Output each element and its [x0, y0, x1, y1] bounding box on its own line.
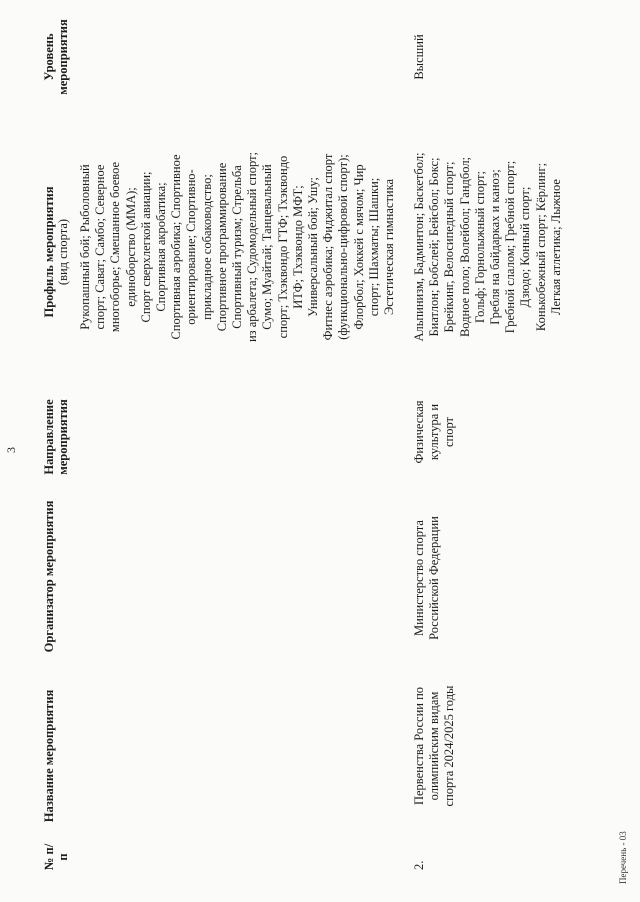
continued-profile-line: Спортивное программирование	[214, 162, 229, 332]
continued-profile-line: Спорт сверхлегкой авиации;	[138, 171, 153, 323]
row2-event-name: Первенства России по олимпийским видам спорта 2024/2025 годы	[412, 685, 457, 807]
continued-profile-line: (функционально-цифровой спорт);	[336, 154, 351, 340]
row2-organizer: Министерство спорта Российской Федерации	[412, 516, 442, 640]
continued-profile-line: спорт; Сават; Самбо; Северное	[93, 164, 108, 330]
header-level: Уровень мероприятия	[42, 19, 70, 95]
row2-direction: Физическая культура и спорт	[412, 400, 457, 464]
continued-profile-line: Рукопашный бой; Рыболовный	[78, 164, 92, 330]
header-num: № п/п	[42, 843, 70, 871]
row2-profile-line: Конькобежный спорт; Кёрлинг;	[533, 162, 548, 332]
row2-level: Высший	[412, 34, 426, 80]
continued-profile-line: единоборство (ММА);	[123, 187, 138, 307]
continued-profile-line: ИТФ; Тхэквондо МФТ;	[290, 185, 305, 309]
continued-profile-line: Спортивная акробатика;	[154, 182, 169, 312]
row2-profile-line: Биатлон; Бобслей; Бейсбол; Бокс;	[427, 157, 442, 337]
row2-profile-line: Легкая атлетика; Лыжное	[548, 179, 563, 315]
header-profile-title: Профиль мероприятия	[42, 186, 56, 318]
continued-profile-line: Флорбол; Хоккей с мячом; Чир	[351, 164, 366, 330]
continued-profile-line: спорт; Шахматы; Шашки;	[366, 177, 381, 317]
header-organizer: Организатор мероприятия	[42, 500, 56, 653]
row2-profile-line: Гребля на байдарках и каноэ;	[488, 169, 503, 325]
continued-profile-cell	[78, 112, 397, 382]
continued-profile-line: Эстетическая гимнастика	[382, 178, 397, 316]
continued-profile-line: из арбалета; Судомодельный спорт;	[245, 151, 260, 343]
row2-profile-line: Гольф; Горнолыжный спорт;	[472, 171, 487, 323]
continued-profile-line: Сумо; Муайтай; Танцевальный	[260, 164, 275, 330]
header-name: Название мероприятия	[42, 689, 56, 823]
continued-profile-line: ориентирование; Спортивно-	[184, 169, 199, 325]
continued-profile-line: Универсальный бой; Ушу;	[306, 177, 321, 317]
header-direction: Направление мероприятия	[42, 399, 70, 475]
row2-profile-line: Дзюдо; Конный спорт;	[518, 186, 533, 308]
row2-profile-line: Водное поло; Волейбол; Гандбол;	[457, 156, 472, 338]
continued-profile-line: прикладное собаководство;	[199, 174, 214, 320]
header-profile-subtitle: (вид спорта)	[56, 218, 70, 286]
continued-profile-line: Спортивная аэробика; Спортивное	[169, 154, 184, 340]
continued-profile-line: Спортивный туризм; Стрельба	[230, 165, 245, 329]
row2-profile-line: Гребной слалом; Гребной спорт;	[503, 160, 518, 334]
footer-label: Перечень - 03	[618, 831, 628, 884]
continued-profile-line: спорт; Тхэквондо ГТФ; Тхэквондо	[275, 155, 290, 339]
page-number: 3	[4, 447, 18, 453]
continued-profile-line: многоборье; Смешанное боевое	[108, 161, 123, 333]
row2-profile-line: Брейкинг, Велосипедный спорт;	[442, 161, 457, 333]
row2-profile-cell	[412, 112, 564, 382]
continued-profile-line: Фитнес аэробика; Фиджитал спорт	[321, 153, 336, 341]
row2-number: 2.	[412, 860, 426, 870]
header-profile	[42, 122, 70, 382]
row2-profile-line: Альпинизм, Бадминтон; Баскетбол;	[412, 152, 426, 342]
